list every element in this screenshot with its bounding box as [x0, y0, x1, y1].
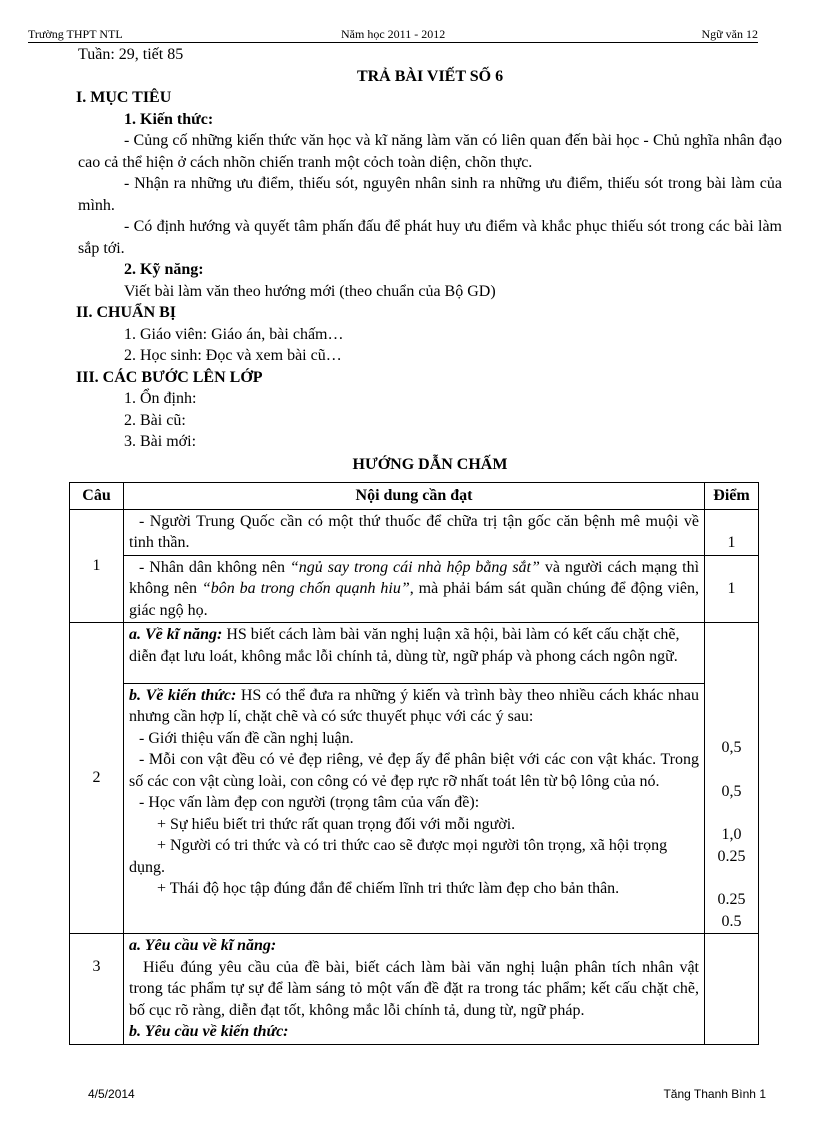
q2-skills-text: HS biết cách làm bài văn nghị luận xã hội, bài làm có kết cấu chặt chẽ, diễn đạt lưu loát, không mắc lỗi chính tả, dùng từ, ngữ pháp và phong cách ngôn ngữ. — [129, 626, 680, 665]
q2-item-1: - Giới thiệu vấn đề cần nghị luận. — [139, 729, 354, 747]
header-content: Nội dung cần đạt — [124, 483, 705, 510]
q1-b-quote-2: “bôn ba trong chốn quạnh hiu” — [201, 580, 410, 597]
q2-item-5: + Người có tri thức và có tri thức cao sẽ được mọi người tôn trọng, xã hội trọng dụng. — [129, 837, 668, 876]
q2-knowledge-intro-text: HS có thể đưa ra những ý kiến và trình bày theo nhiều cách khác nhau nhưng cần hợp lí, chặt chẽ và có sức thuyết phục với các ý sau: — [129, 686, 699, 726]
header-school: Trường THPT NTL — [28, 27, 123, 41]
week-label: Tuần: 29, tiết 85 — [78, 46, 184, 63]
header-subject: Ngữ văn 12 — [701, 27, 758, 41]
q2-skills-label: a. Về kĩ năng: — [129, 626, 223, 643]
question-1-point-b — [124, 555, 705, 623]
q1-b-pre: - Nhân dân không nên — [139, 558, 290, 576]
q1-b-quote-1: “ngủ say trong cái nhà hộp bằng sắt” — [289, 558, 540, 576]
q2-item-6: + Thái độ học tập đúng đắn để chiếm lĩnh tri thức làm đẹp cho bản thân. — [157, 880, 620, 898]
question-2-skills — [124, 623, 705, 684]
prep-student: 2. Học sinh: Đọc và xem bài cũ… — [124, 347, 342, 364]
q3-knowledge-label: b. Yêu cầu về kiến thức: — [129, 1023, 289, 1040]
section-1-heading: I. MỤC TIÊU — [76, 89, 172, 106]
q2-item-3: - Học vấn làm đẹp con người (trọng tâm của vấn đề): — [139, 794, 480, 812]
q2-score-animals: 0,5 — [721, 782, 742, 800]
step-1: 1. Ổn định: — [124, 390, 197, 407]
table-row — [70, 934, 759, 1045]
question-1-point-a-score: 1 — [705, 509, 759, 555]
table-row — [70, 509, 759, 555]
question-3-number: 3 — [70, 934, 124, 1045]
skills-paragraph: Viết bài làm văn theo hướng mới (theo chuẩn của Bộ GD) — [124, 282, 496, 300]
table-row — [70, 683, 759, 933]
question-1-point-b-score: 1 — [705, 555, 759, 623]
q1-b-post: , mà phải bám sát quần chúng để động viên, giác ngộ họ. — [129, 580, 700, 619]
q2-item-4: + Sự hiểu biết tri thức rất quan trọng đối với mỗi người. — [157, 815, 516, 833]
step-2: 2. Bài cũ: — [124, 411, 186, 429]
footer-date: 4/5/2014 — [88, 1087, 135, 1101]
footer-page-number: 1 — [759, 1087, 766, 1101]
step-3: 3. Bài mới: — [124, 433, 197, 450]
section-3-heading: III. CÁC BƯỚC LÊN LỚP — [76, 368, 263, 386]
header-year: Năm học 2011 - 2012 — [341, 27, 446, 41]
question-3-content — [124, 934, 705, 1045]
question-3-score — [705, 934, 759, 1045]
question-2-number: 2 — [70, 623, 124, 934]
knowledge-paragraph-2: - Nhận ra những ưu điểm, thiếu sót, nguyên nhân sinh ra những ưu điểm, thiếu sót trong bài làm của mình. — [78, 175, 782, 214]
table-row — [70, 555, 759, 623]
q3-skills-text: Hiểu đúng yêu cầu của đề bài, biết cách làm bài văn nghị luận phân tích nhân vật trong tác phẩm tự sự để làm sáng tỏ một vấn đề đặt ra trong tác phẩm; kết cấu chặt chẽ, bố cục rõ ràng, diễn đạt tốt, không mắc lỗi chính tả, dung từ, ngữ pháp. — [129, 958, 699, 1019]
q2-score-learning: 1,0 — [721, 826, 742, 843]
q2-knowledge-intro — [129, 685, 699, 728]
document-title: TRẢ BÀI VIẾT SỐ 6 — [356, 67, 504, 85]
document-body — [78, 44, 782, 475]
section-1-sub-skills: 2. Kỹ năng: — [124, 261, 204, 278]
knowledge-paragraph-3: - Có định hướng và quyết tâm phấn đấu để phát huy ưu điểm và khắc phục thiếu sót trong các bài làm sắp tới. — [78, 218, 782, 257]
question-2-knowledge — [124, 683, 705, 933]
section-2-heading: II. CHUẨN BỊ — [76, 304, 177, 321]
header-score: Điểm — [705, 483, 759, 510]
question-2-scores — [705, 623, 759, 934]
question-1-point-a: - Người Trung Quốc cần có một thứ thuốc để chữa trị tận gốc căn bệnh mê muội về tinh thần. — [124, 509, 705, 555]
q2-score-knowledge: 0.25 — [717, 847, 746, 865]
footer-author-page — [663, 1087, 766, 1101]
footer-author: Tăng Thanh Bình — [663, 1087, 756, 1101]
q2-score-attitude: 0.5 — [721, 912, 742, 930]
prep-teacher: 1. Giáo viên: Giáo án, bài chấm… — [124, 325, 344, 343]
grading-guide-title: HƯỚNG DẪN CHẤM — [352, 455, 508, 473]
question-1-number: 1 — [70, 509, 124, 623]
q2-score-respect: 0.25 — [717, 891, 746, 908]
section-1-sub-knowledge: 1. Kiến thức: — [124, 110, 214, 128]
grading-table — [69, 482, 759, 1045]
knowledge-paragraph-1: - Củng cố những kiến thức văn học và kĩ năng làm văn có liên quan đến bài học - Chủ nghĩa nhân đạo cao cả thể hiện ở cách nhõn chiến tranh một cỏch toàn diện, chõn thực. — [78, 132, 782, 171]
table-row — [70, 623, 759, 684]
table-header-row — [70, 483, 759, 510]
q1-b-mid: và người cách mạng thì không nên — [129, 558, 700, 597]
q2-knowledge-label: b. Về kiến thức: — [129, 686, 237, 704]
q3-skills-label: a. Yêu cầu về kĩ năng: — [129, 937, 277, 954]
q2-score-intro: 0,5 — [721, 739, 742, 756]
page-header — [28, 28, 758, 43]
q2-item-2: - Mỗi con vật đều có vẻ đẹp riêng, vẻ đẹp ấy để phân biệt với các con vật khác. Trong số các con vật cùng loài, con công có vẻ đẹp rực rỡ nhất toát lên từ bộ lông của nó. — [129, 751, 699, 790]
header-question: Câu — [70, 483, 124, 510]
